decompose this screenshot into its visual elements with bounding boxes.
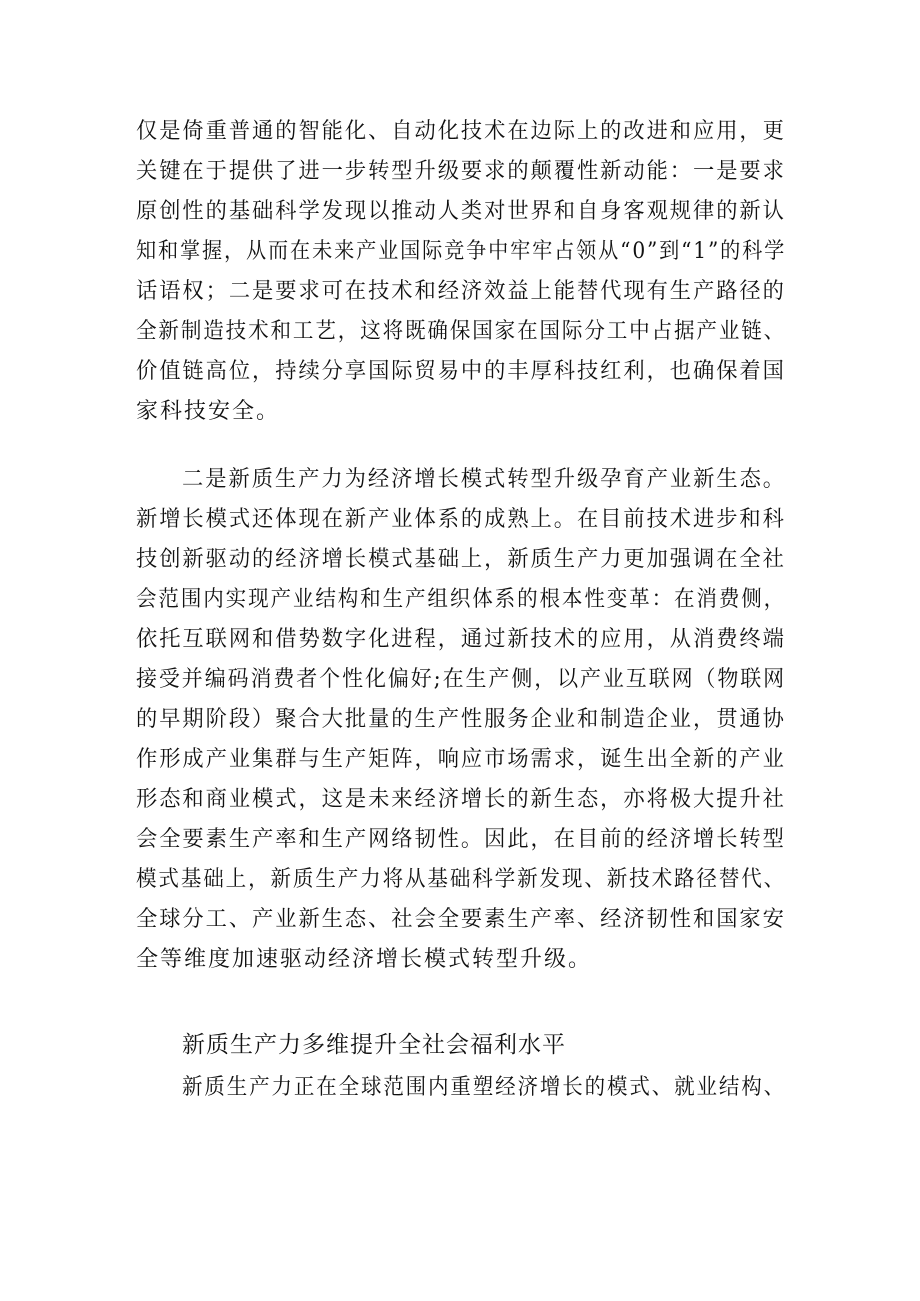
text-line: 形态和商业模式，这是未来经济增长的新生态，亦将极大提升社 xyxy=(136,787,786,812)
text-line: 作形成产业集群与生产矩阵，响应市场需求，诞生出全新的产业 xyxy=(136,747,786,772)
paragraph-3 xyxy=(136,1068,786,1108)
text-line: 接受并编码消费者个性化偏好;在生产侧，以产业互联网（物联网 xyxy=(136,667,787,692)
text-line: 全球分工、产业新生态、社会全要素生产率、经济韧性和国家安 xyxy=(136,907,786,932)
paragraph-2 xyxy=(136,460,786,980)
paragraph-1 xyxy=(136,112,786,432)
text-line: 家科技安全。 xyxy=(136,399,281,424)
text-line: 新质生产力正在全球范围内重塑经济增长的模式、就业结构、 xyxy=(182,1075,786,1100)
text-line: 关键在于提供了进一步转型升级要求的颠覆性新动能：一是要求 xyxy=(136,159,786,184)
text-line: 仅是倚重普通的智能化、自动化技术在边际上的改进和应用，更 xyxy=(136,119,786,144)
text-line: 技创新驱动的经济增长模式基础上，新质生产力更加强调在全社 xyxy=(136,547,786,572)
text-line: 知和掌握，从而在未来产业国际竞争中牢牢占领从“0”到“1”的科学 xyxy=(136,239,787,264)
text-line: 的早期阶段）聚合大批量的生产性服务企业和制造企业，贯通协 xyxy=(136,707,786,732)
text-line: 依托互联网和借势数字化进程，通过新技术的应用，从消费终端 xyxy=(136,627,786,652)
text-line: 会范围内实现产业结构和生产组织体系的根本性变革：在消费侧， xyxy=(136,587,787,612)
section-heading: 新质生产力多维提升全社会福利水平 xyxy=(182,1032,566,1058)
text-line: 全等维度加速驱动经济增长模式转型升级。 xyxy=(136,947,593,972)
text-line: 会全要素生产率和生产网络韧性。因此，在目前的经济增长转型 xyxy=(136,827,786,852)
text-line: 新增长模式还体现在新产业体系的成熟上。在目前技术进步和科 xyxy=(136,507,786,532)
text-line: 全新制造技术和工艺，这将既确保国家在国际分工中占据产业链、 xyxy=(136,319,787,344)
text-line: 模式基础上，新质生产力将从基础科学新发现、新技术路径替代、 xyxy=(136,867,787,892)
text-line: 价值链高位，持续分享国际贸易中的丰厚科技红利，也确保着国 xyxy=(136,359,786,384)
text-line: 二是新质生产力为经济增长模式转型升级孕育产业新生态。 xyxy=(182,467,787,492)
text-line: 话语权；二是要求可在技术和经济效益上能替代现有生产路径的 xyxy=(136,279,786,304)
text-line: 原创性的基础科学发现以推动人类对世界和自身客观规律的新认 xyxy=(136,199,786,224)
